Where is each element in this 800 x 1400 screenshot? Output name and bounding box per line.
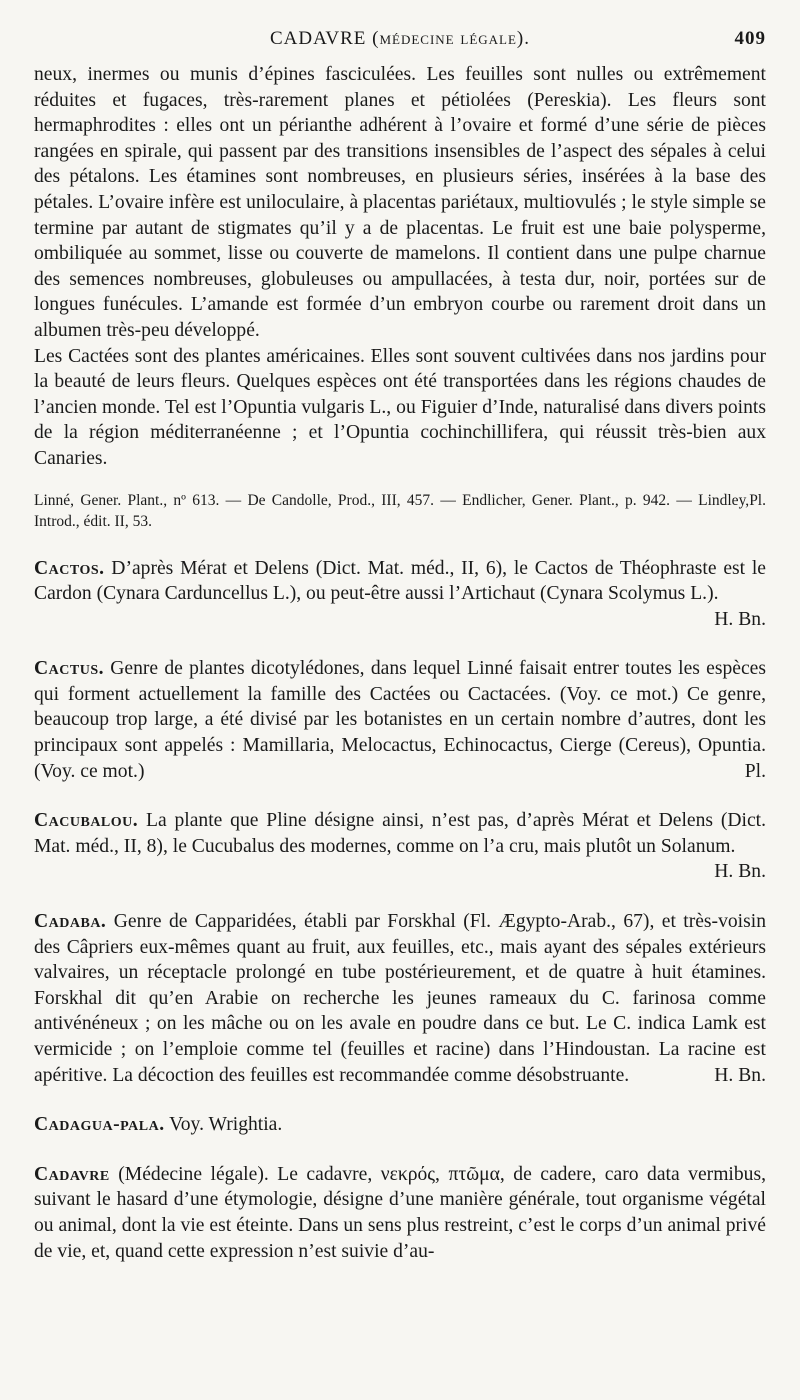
entry-cadavre xyxy=(34,1162,766,1264)
running-title: CADAVRE (médecine légale). xyxy=(270,28,530,49)
main-text xyxy=(34,62,766,472)
running-head xyxy=(34,28,766,62)
entry-headword: Cadaba. xyxy=(34,911,107,933)
entry-cacubalou xyxy=(34,808,766,885)
entry-headword: Cacubalou. xyxy=(34,810,139,832)
bibliography-signature: Pl. xyxy=(749,491,766,509)
entry-body: D’après Mérat et Delens (Dict. Mat. méd., II, 6), le Cactos de Théophraste est le Cardon (Cynara Carduncellus L.), ou peut-être aussi l’Artichaut (Cynara Scolymus L.). xyxy=(34,557,766,605)
entry-cactos xyxy=(34,556,766,633)
entry-body: Genre de Capparidées, établi par Forskhal (Fl. Ægypto-Arab., 67), et très-voisin des Câpriers eux-mêmes quant au fruit, aux feuilles, etc., mais ayant des sépales extérieurs valvaires, un réceptacle prolongé en tube postérieurement, et de quatre à huit étamines. Forskhal dit qu’en Arabie on recherche les jeunes rameaux du C. farinosa comme antivénéneux ; on les mâche ou on les avale en poudre dans ce but. Le C. indica Lamk est vermicide ; on l’emploie comme tel (feuilles et racine) dans l’Hindoustan. La racine est apéritive. La décoction des feuilles est recommandée comme désobstruante. xyxy=(34,911,766,1086)
paragraph-cactaceae-description: neux, inermes ou munis d’épines fasciculées. Les feuilles sont nulles ou extrêmement réduites et fugaces, très-rarement planes et pétiolées (Pereskia). Les fleurs sont hermaphrodites : elles ont un périanthe adhérent à l’ovaire et formé d’une série de pièces rangées en spirale, qui passent par des transitions insensibles de l’aspect des sépales à celui des pétalons. Les étamines sont nombreuses, en plusieurs séries, insérées à la base des pétales. L’ovaire infère est uniloculaire, à placentas pariétaux, multiovulés ; le style simple se termine par autant de stigmates qu’il y a de placentas. Le fruit est une baie polysperme, ombiliquée au sommet, lisse ou couverte de mamelons. Il contient dans une pulpe charnue des semences nombreuses, globuleuses ou ampullacées, à testa dur, noir, portées sur de longues funécules. L’amande est formée d’un embryon courbe ou rarement droit dans un albumen très-peu développé. xyxy=(34,64,766,341)
entry-cactus xyxy=(34,656,766,784)
entry-body: La plante que Pline désigne ainsi, n’est pas, d’après Mérat et Delens (Dict. Mat. méd., II, 8), le Cucubalus des modernes, comme on l’a cru, mais plutôt un Solanum. xyxy=(34,810,766,857)
entry-cadagua-pala xyxy=(34,1112,766,1138)
bibliography xyxy=(34,490,766,532)
entry-signature: H. Bn. xyxy=(714,608,766,630)
entry-signature: H. Bn. xyxy=(714,1064,766,1086)
entry-headword: Cactus. xyxy=(34,658,105,680)
entry-headword: Cadavre xyxy=(34,1163,110,1185)
entry-signature: H. Bn. xyxy=(714,861,766,883)
entry-body: (Médecine légale). Le cadavre, νεκρός, πτῶμα, de cadere, caro data vermibus, suivant le hasard d’une étymologie, désigne d’une manière générale, tout organisme végétal ou animal, dont la vie est éteinte. Dans un sens plus restreint, c’est le corps d’un animal privé de vie, et, quand cette expression n’est suivie d’au- xyxy=(34,1163,766,1262)
page-number: 409 xyxy=(734,28,766,49)
entry-signature: Pl. xyxy=(744,760,766,782)
entry-body: Genre de plantes dicotylédones, dans lequel Linné faisait entrer toutes les espèces qui forment actuellement la famille des Cactées ou Cactacées. (Voy. ce mot.) Ce genre, beaucoup trop large, a été divisé par les botanistes en un certain nombre d’autres, dont les principaux sont appelés : Mamillaria, Melocactus, Echinocactus, Cierge (Cereus), Opuntia. (Voy. ce mot.) xyxy=(34,658,766,782)
bibliography-text: Linné, Gener. Plant., nº 613. — De Candolle, Prod., III, 457. — Endlicher, Gener. Plant., p. 942. — Lindley, Introd., édit. II, 53. xyxy=(34,491,750,530)
entry-headword: Cactos. xyxy=(34,557,105,579)
paragraph-cactaceae-distribution: Les Cactées sont des plantes américaines. Elles sont souvent cultivées dans nos jardins pour la beauté de leurs fleurs. Quelques espèces ont été transportées dans les régions chaudes de l’ancien monde. Tel est l’Opuntia vulgaris L., ou Figuier d’Inde, naturalisé dans divers points de la région méditerranéenne ; et l’Opuntia cochinchillifera, qui réussit très-bien aux Canaries. xyxy=(34,345,766,469)
entry-body: Voy. Wrightia. xyxy=(169,1114,283,1136)
entry-cadaba xyxy=(34,909,766,1088)
entry-headword: Cadagua-pala. xyxy=(34,1114,165,1136)
